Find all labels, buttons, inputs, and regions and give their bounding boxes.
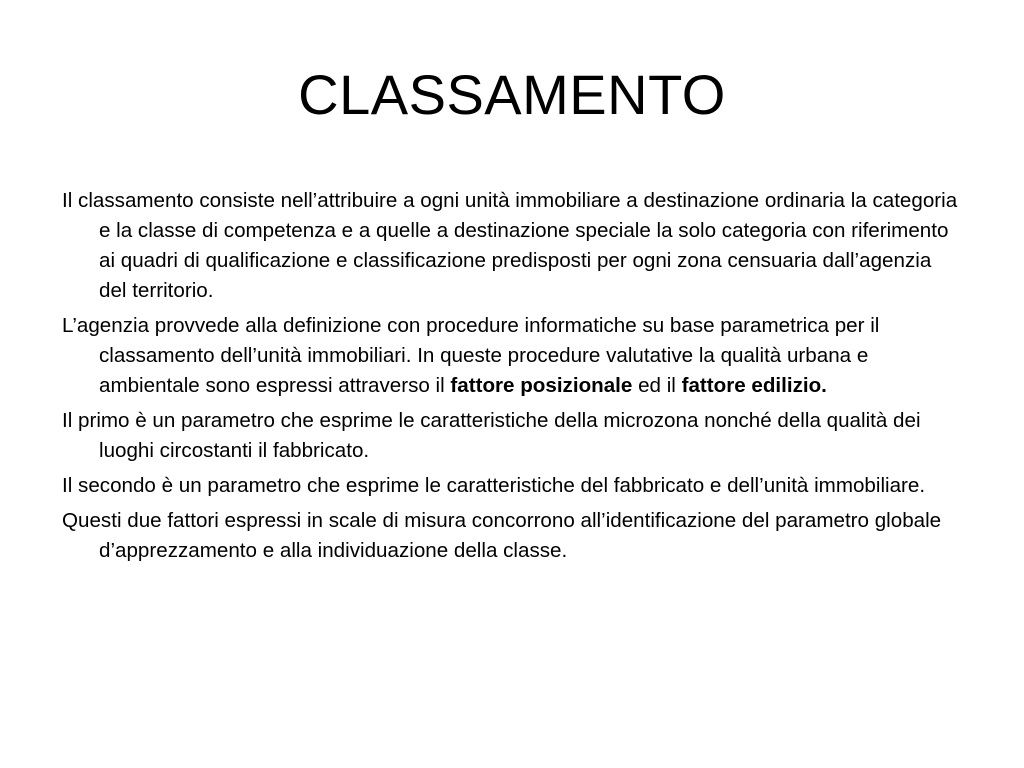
paragraph-3	[62, 406, 962, 466]
paragraph-1	[62, 186, 962, 306]
paragraph-4	[62, 471, 962, 501]
bold-term-fattore-posizionale: fattore posizionale	[450, 374, 633, 397]
paragraph-5	[62, 506, 962, 566]
paragraph-2	[62, 311, 962, 401]
paragraph-text: ed il	[632, 374, 682, 397]
paragraph-text: Questi due fattori espressi in scale di misura concorrono all’identificazione del parametro globale d’apprezzamento e alla individuazione della classe.	[62, 509, 942, 562]
paragraph-text: Il classamento consiste nell’attribuire a ogni unità immobiliare a destinazione ordinaria la categoria e la classe di competenza e a quelle a destinazione speciale la solo categoria con riferimento ai quadri di qualificazione e classificazione predisposti per ogni zona censuaria dall’agenzia del territorio.	[62, 189, 958, 302]
slide-body	[62, 186, 962, 571]
paragraph-text: L’agenzia provvede alla definizione con procedure informatiche su base parametrica per il classamento dell’unità immobiliari. In queste procedure valutative la qualità urbana e ambientale sono espressi attraverso il	[62, 314, 880, 397]
paragraph-text: Il secondo è un parametro che esprime le caratteristiche del fabbricato e dell’unità immobiliare.	[62, 474, 926, 497]
slide-title: CLASSAMENTO	[298, 63, 726, 126]
paragraph-text: Il primo è un parametro che esprime le caratteristiche della microzona nonché della qualità dei luoghi circostanti il fabbricato.	[62, 409, 921, 462]
bold-term-fattore-edilizio: fattore edilizio.	[681, 374, 827, 397]
